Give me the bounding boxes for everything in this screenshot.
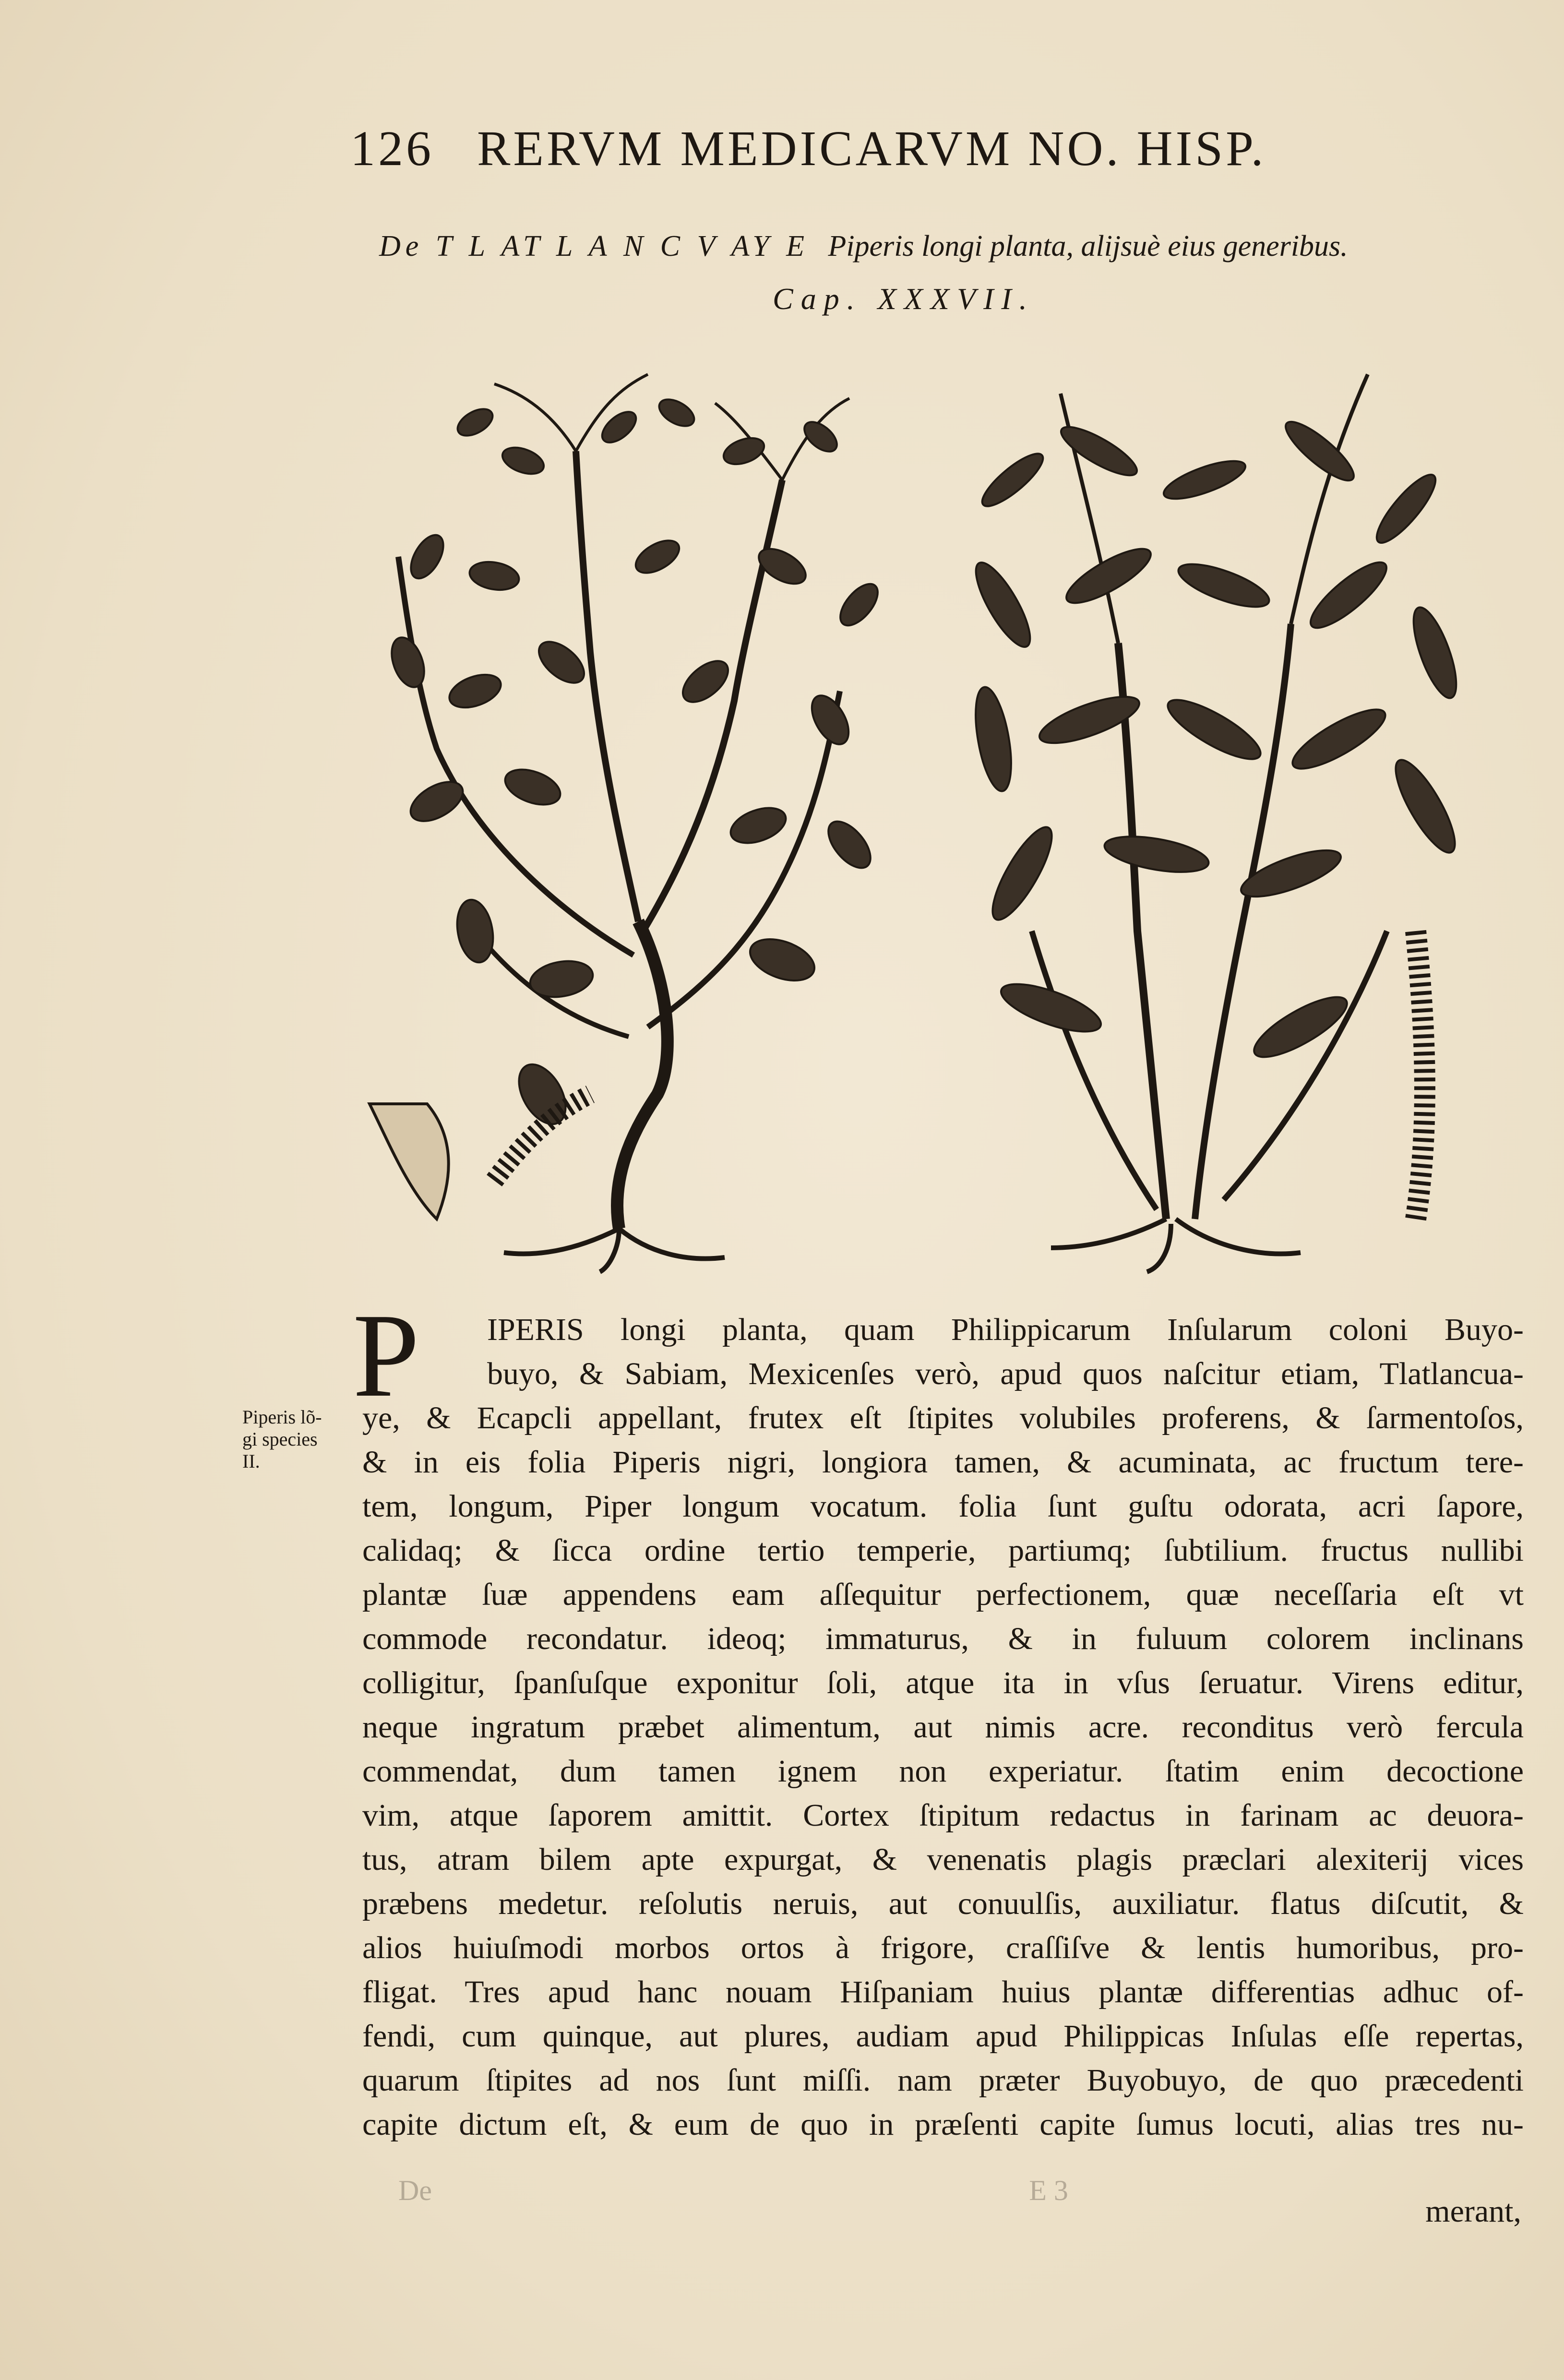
text-line: capite dictum eſt, & eum de quo in præſenti capite ſumus locuti, alias tres nu- <box>362 2107 1524 2142</box>
page-number: 126 <box>350 121 434 176</box>
running-title: RERVM MEDICARVM NO. HISP. <box>477 121 1266 176</box>
running-head <box>350 120 1266 177</box>
text-line: commendat, dum tamen ignem non experiatur. ſtatim enim decoctione <box>362 1754 1524 1789</box>
text-line: tem, longum, Piper longum vocatum. folia ſunt guſtu odorata, acri ſapore, <box>362 1489 1524 1524</box>
catchword: merant, <box>1425 2194 1521 2229</box>
drop-cap: P <box>353 1289 420 1422</box>
bleed-through-text: De <box>398 2175 432 2206</box>
text-line: colligitur, ſpanſuſque exponitur ſoli, atque ita in vſus ſeruatur. Virens editur, <box>362 1665 1524 1700</box>
text-line: vim, atque ſaporem amittit. Cortex ſtipitum redactus in farinam ac deuora- <box>362 1798 1524 1833</box>
text-line: fligat. Tres apud hanc nouam Hiſpaniam huius plantæ differentias adhuc of- <box>362 1974 1524 2009</box>
signature-mark: E 3 <box>1029 2175 1068 2206</box>
text-line: quarum ſtipites ad nos ſunt miſſi. nam præter Buyobuyo, de quo præcedenti <box>362 2063 1524 2098</box>
chapter-number: Cap. XXXVII. <box>773 282 1035 316</box>
text-line: calidaq; & ſicca ordine tertio temperie, partiumq; ſubtilium. fructus nullibi <box>362 1533 1524 1568</box>
text-line: alios huiuſmodi morbos ortos à frigore, craſſiſve & lentis humoribus, pro- <box>362 1930 1524 1965</box>
page-footer <box>398 2174 1521 2230</box>
plant-woodcut-right <box>967 374 1465 1272</box>
woodcut-illustrations <box>350 355 1521 1277</box>
plant-woodcut-left <box>370 374 884 1272</box>
chapter-title-rest: Piperis longi planta, alijsuè eius generibus. <box>828 230 1348 263</box>
margin-note <box>242 1406 353 1472</box>
text-line: & in eis folia Piperis nigri, longiora tamen, & acuminata, ac fructum tere- <box>362 1445 1524 1480</box>
text-line: ye, & Ecapcli appellant, frutex eſt ſtipites volubiles proferens, & ſarmentoſos, <box>362 1400 1524 1435</box>
text-line: commode recondatur. ideoq; immaturus, & in fuluum colorem inclinans <box>362 1621 1524 1656</box>
text-line: plantæ ſuæ appendens eam aſſequitur perfectionem, quæ neceſſaria eſt vt <box>362 1577 1524 1612</box>
chapter-title <box>379 229 1348 263</box>
margin-note-line: gi species <box>242 1428 318 1450</box>
margin-note-line: II. <box>242 1450 260 1472</box>
text-line: IPERIS longi planta, quam Philippicarum Inſularum coloni Buyo- <box>487 1312 1524 1347</box>
chapter-title-caps: De T L AT L A N C V AY E <box>379 230 809 263</box>
text-line: neque ingratum præbet alimentum, aut nimis acre. reconditus verò fercula <box>362 1710 1524 1745</box>
body-text <box>362 1308 1524 2147</box>
text-line: buyo, & Sabiam, Mexicenſes verò, apud quos naſcitur etiam, Tlatlancua- <box>487 1356 1524 1391</box>
margin-note-line: Piperis lõ- <box>242 1406 322 1428</box>
text-line: fendi, cum quinque, aut plures, audiam apud Philippicas Inſulas eſſe repertas, <box>362 2019 1524 2054</box>
text-line: tus, atram bilem apte expurgat, & venenatis plagis præclari alexiterij vices <box>362 1842 1524 1877</box>
text-line: præbens medetur. reſolutis neruis, aut conuulſis, auxiliatur. flatus diſcutit, & <box>362 1886 1524 1921</box>
